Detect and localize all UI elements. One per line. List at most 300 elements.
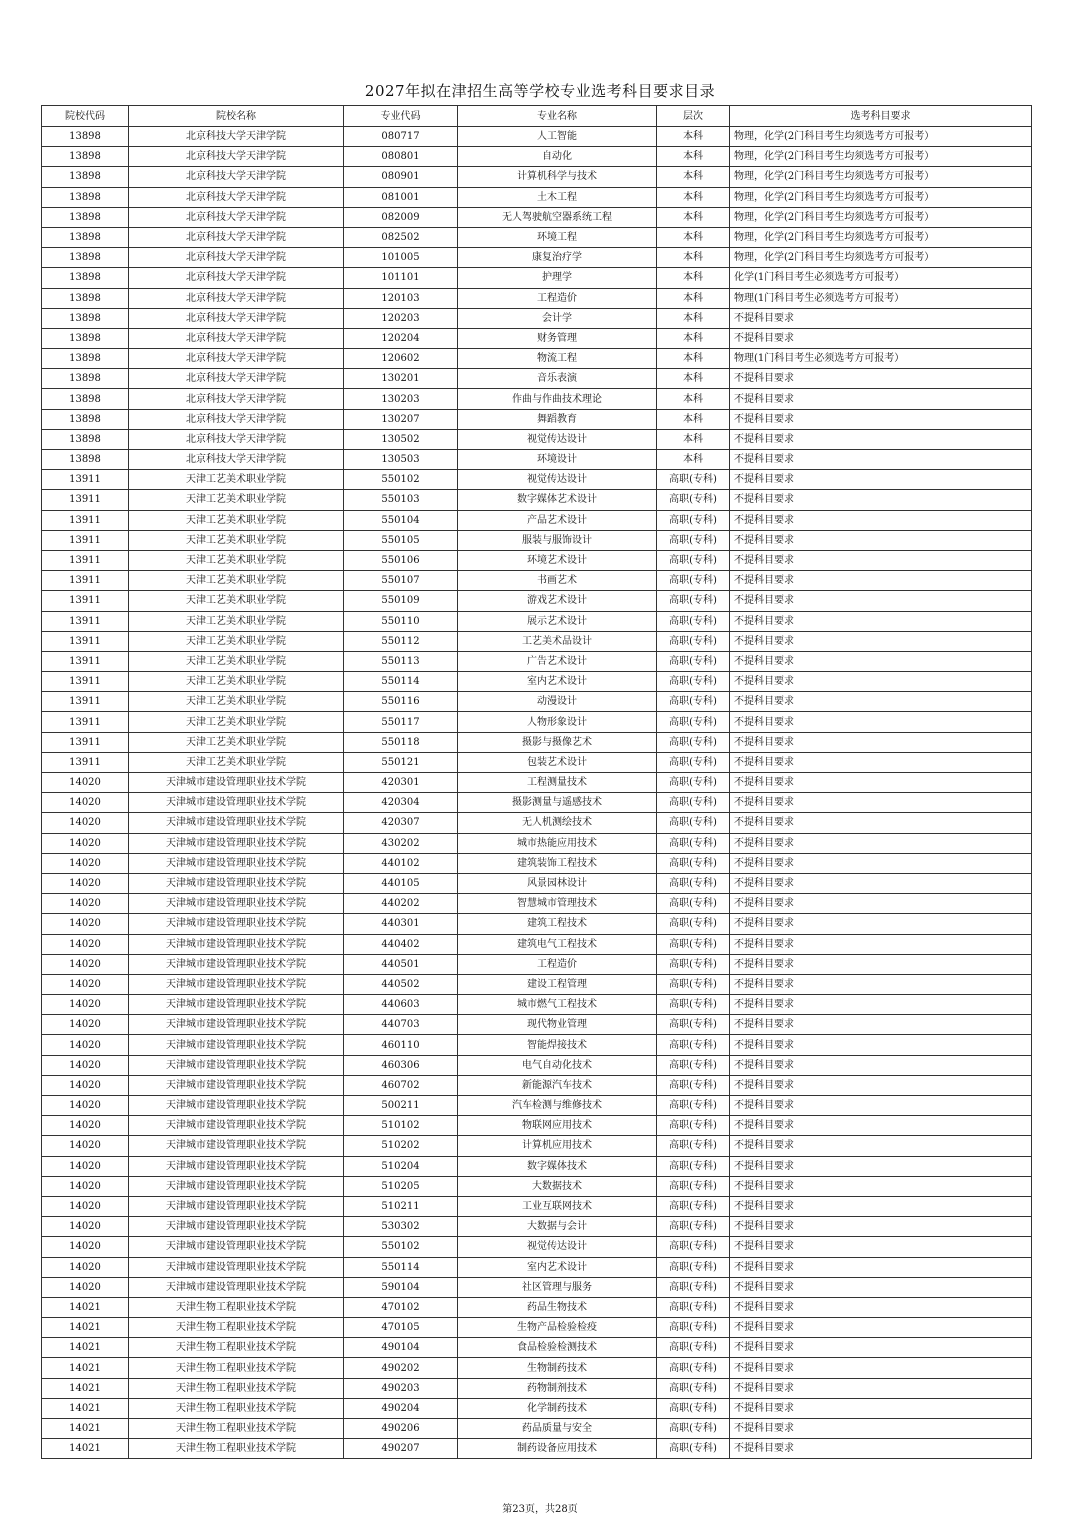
school-name-cell: 天津工艺美术职业学院 (129, 571, 344, 591)
subject-requirement-cell: 不提科目要求 (730, 470, 1032, 490)
school-name-cell: 天津城市建设管理职业技术学院 (129, 914, 344, 934)
school-code-cell: 13898 (42, 167, 129, 187)
school-name-cell: 天津城市建设管理职业技术学院 (129, 974, 344, 994)
school-name-cell: 北京科技大学天津学院 (129, 127, 344, 147)
school-code-cell: 13911 (42, 692, 129, 712)
major-name-cell: 汽车检测与维修技术 (458, 1096, 657, 1116)
level-cell: 高职(专科) (657, 974, 730, 994)
subject-requirement-cell: 不提科目要求 (730, 1217, 1032, 1237)
major-code-cell: 510204 (344, 1156, 458, 1176)
school-name-cell: 北京科技大学天津学院 (129, 450, 344, 470)
major-code-cell: 550118 (344, 732, 458, 752)
school-name-cell: 天津城市建设管理职业技术学院 (129, 1015, 344, 1035)
table-row (42, 1136, 1032, 1156)
major-code-cell: 550113 (344, 651, 458, 671)
table-row (42, 1196, 1032, 1216)
school-name-cell: 天津城市建设管理职业技术学院 (129, 1257, 344, 1277)
school-name-cell: 天津生物工程职业技术学院 (129, 1419, 344, 1439)
major-code-cell: 120103 (344, 288, 458, 308)
school-name-cell: 天津城市建设管理职业技术学院 (129, 894, 344, 914)
level-cell: 高职(专科) (657, 732, 730, 752)
school-name-cell: 天津工艺美术职业学院 (129, 611, 344, 631)
major-name-cell: 视觉传达设计 (458, 1237, 657, 1257)
major-name-cell: 视觉传达设计 (458, 470, 657, 490)
subject-requirement-cell: 物理，化学(2门科目考生均须选考方可报考） (730, 187, 1032, 207)
school-name-cell: 天津城市建设管理职业技术学院 (129, 1075, 344, 1095)
table-row (42, 207, 1032, 227)
level-cell: 高职(专科) (657, 1156, 730, 1176)
major-name-cell: 计算机应用技术 (458, 1136, 657, 1156)
level-cell: 本科 (657, 349, 730, 369)
major-name-cell: 音乐表演 (458, 369, 657, 389)
school-code-cell: 14020 (42, 853, 129, 873)
table-row (42, 591, 1032, 611)
major-code-cell: 530302 (344, 1217, 458, 1237)
level-cell: 本科 (657, 450, 730, 470)
major-code-cell: 440603 (344, 995, 458, 1015)
major-code-cell: 490104 (344, 1338, 458, 1358)
school-code-cell: 13898 (42, 429, 129, 449)
table-row (42, 1096, 1032, 1116)
subject-requirement-cell: 不提科目要求 (730, 1297, 1032, 1317)
school-code-cell: 14021 (42, 1398, 129, 1418)
school-code-cell: 13911 (42, 591, 129, 611)
major-code-cell: 130203 (344, 389, 458, 409)
level-cell: 高职(专科) (657, 813, 730, 833)
header-major-code: 专业代码 (344, 106, 458, 127)
school-name-cell: 北京科技大学天津学院 (129, 308, 344, 328)
major-code-cell: 550107 (344, 571, 458, 591)
major-name-cell: 生物产品检验检疫 (458, 1318, 657, 1338)
subject-requirement-cell: 不提科目要求 (730, 510, 1032, 530)
level-cell: 高职(专科) (657, 793, 730, 813)
major-code-cell: 510102 (344, 1116, 458, 1136)
table-row (42, 571, 1032, 591)
school-name-cell: 天津城市建设管理职业技术学院 (129, 1136, 344, 1156)
school-name-cell: 天津城市建设管理职业技术学院 (129, 833, 344, 853)
major-name-cell: 工程测量技术 (458, 773, 657, 793)
subject-requirement-cell: 不提科目要求 (730, 389, 1032, 409)
school-name-cell: 天津生物工程职业技术学院 (129, 1378, 344, 1398)
major-name-cell: 药品生物技术 (458, 1297, 657, 1317)
school-code-cell: 13911 (42, 611, 129, 631)
major-code-cell: 550110 (344, 611, 458, 631)
school-name-cell: 天津工艺美术职业学院 (129, 490, 344, 510)
major-code-cell: 550112 (344, 631, 458, 651)
level-cell: 高职(专科) (657, 470, 730, 490)
subject-requirement-cell: 不提科目要求 (730, 732, 1032, 752)
school-name-cell: 天津生物工程职业技术学院 (129, 1398, 344, 1418)
major-name-cell: 城市热能应用技术 (458, 833, 657, 853)
table-row (42, 1217, 1032, 1237)
major-name-cell: 动漫设计 (458, 692, 657, 712)
school-name-cell: 天津城市建设管理职业技术学院 (129, 1237, 344, 1257)
table-row (42, 873, 1032, 893)
subject-requirement-cell: 不提科目要求 (730, 1358, 1032, 1378)
school-code-cell: 14020 (42, 1156, 129, 1176)
school-name-cell: 天津工艺美术职业学院 (129, 672, 344, 692)
major-name-cell: 现代物业管理 (458, 1015, 657, 1035)
subject-requirement-cell: 不提科目要求 (730, 914, 1032, 934)
school-name-cell: 天津城市建设管理职业技术学院 (129, 1055, 344, 1075)
major-name-cell: 智慧城市管理技术 (458, 894, 657, 914)
school-name-cell: 天津城市建设管理职业技术学院 (129, 1116, 344, 1136)
major-name-cell: 土木工程 (458, 187, 657, 207)
major-name-cell: 物流工程 (458, 349, 657, 369)
school-code-cell: 13898 (42, 369, 129, 389)
level-cell: 高职(专科) (657, 934, 730, 954)
table-body (42, 127, 1032, 1459)
major-name-cell: 工业互联网技术 (458, 1196, 657, 1216)
school-code-cell: 14020 (42, 914, 129, 934)
table-row (42, 1439, 1032, 1459)
major-code-cell: 120204 (344, 328, 458, 348)
school-name-cell: 天津城市建设管理职业技术学院 (129, 1196, 344, 1216)
school-name-cell: 天津工艺美术职业学院 (129, 470, 344, 490)
header-school-code: 院校代码 (42, 106, 129, 127)
major-code-cell: 420307 (344, 813, 458, 833)
major-name-cell: 大数据技术 (458, 1176, 657, 1196)
major-name-cell: 社区管理与服务 (458, 1277, 657, 1297)
major-name-cell: 服装与服饰设计 (458, 530, 657, 550)
major-name-cell: 城市燃气工程技术 (458, 995, 657, 1015)
level-cell: 高职(专科) (657, 1136, 730, 1156)
subject-requirement-cell: 不提科目要求 (730, 409, 1032, 429)
school-name-cell: 天津工艺美术职业学院 (129, 651, 344, 671)
school-code-cell: 14020 (42, 954, 129, 974)
table-row (42, 308, 1032, 328)
major-code-cell: 440402 (344, 934, 458, 954)
school-code-cell: 14020 (42, 894, 129, 914)
school-name-cell: 天津工艺美术职业学院 (129, 692, 344, 712)
major-code-cell: 500211 (344, 1096, 458, 1116)
major-code-cell: 550116 (344, 692, 458, 712)
school-code-cell: 14020 (42, 1237, 129, 1257)
level-cell: 高职(专科) (657, 1015, 730, 1035)
major-name-cell: 化学制药技术 (458, 1398, 657, 1418)
table-row (42, 1277, 1032, 1297)
table-row (42, 974, 1032, 994)
level-cell: 高职(专科) (657, 1116, 730, 1136)
subject-requirement-cell: 不提科目要求 (730, 1439, 1032, 1459)
major-name-cell: 电气自动化技术 (458, 1055, 657, 1075)
table-row (42, 1257, 1032, 1277)
major-code-cell: 101101 (344, 268, 458, 288)
subject-requirement-cell: 不提科目要求 (730, 974, 1032, 994)
major-code-cell: 550121 (344, 752, 458, 772)
school-name-cell: 天津工艺美术职业学院 (129, 752, 344, 772)
major-code-cell: 130502 (344, 429, 458, 449)
major-code-cell: 120203 (344, 308, 458, 328)
school-code-cell: 13911 (42, 712, 129, 732)
major-name-cell: 展示艺术设计 (458, 611, 657, 631)
school-name-cell: 天津工艺美术职业学院 (129, 631, 344, 651)
subject-requirement-cell: 不提科目要求 (730, 1277, 1032, 1297)
major-code-cell: 550102 (344, 1237, 458, 1257)
level-cell: 高职(专科) (657, 1237, 730, 1257)
school-code-cell: 13898 (42, 127, 129, 147)
school-code-cell: 13911 (42, 550, 129, 570)
school-code-cell: 14021 (42, 1338, 129, 1358)
level-cell: 高职(专科) (657, 631, 730, 651)
major-name-cell: 药物制剂技术 (458, 1378, 657, 1398)
table-row (42, 369, 1032, 389)
major-code-cell: 510211 (344, 1196, 458, 1216)
school-code-cell: 14020 (42, 833, 129, 853)
major-name-cell: 康复治疗学 (458, 248, 657, 268)
table-row (42, 288, 1032, 308)
major-code-cell: 440502 (344, 974, 458, 994)
table-row (42, 470, 1032, 490)
table-row (42, 773, 1032, 793)
major-name-cell: 制药设备应用技术 (458, 1439, 657, 1459)
major-code-cell: 510202 (344, 1136, 458, 1156)
major-code-cell: 440301 (344, 914, 458, 934)
table-row (42, 752, 1032, 772)
school-code-cell: 13898 (42, 409, 129, 429)
school-code-cell: 13911 (42, 490, 129, 510)
subject-requirement-cell: 不提科目要求 (730, 773, 1032, 793)
level-cell: 高职(专科) (657, 1055, 730, 1075)
major-name-cell: 工程造价 (458, 954, 657, 974)
school-name-cell: 北京科技大学天津学院 (129, 328, 344, 348)
major-code-cell: 550117 (344, 712, 458, 732)
table-row (42, 995, 1032, 1015)
table-row (42, 1297, 1032, 1317)
level-cell: 高职(专科) (657, 954, 730, 974)
level-cell: 本科 (657, 127, 730, 147)
level-cell: 高职(专科) (657, 1398, 730, 1418)
table-row (42, 1338, 1032, 1358)
major-name-cell: 工程造价 (458, 288, 657, 308)
school-code-cell: 14020 (42, 1075, 129, 1095)
school-name-cell: 北京科技大学天津学院 (129, 248, 344, 268)
subject-requirement-cell: 不提科目要求 (730, 1096, 1032, 1116)
table-row (42, 510, 1032, 530)
major-code-cell: 440501 (344, 954, 458, 974)
school-name-cell: 天津城市建设管理职业技术学院 (129, 773, 344, 793)
major-code-cell: 550103 (344, 490, 458, 510)
school-name-cell: 北京科技大学天津学院 (129, 187, 344, 207)
school-code-cell: 14020 (42, 873, 129, 893)
school-code-cell: 14020 (42, 1217, 129, 1237)
school-name-cell: 天津工艺美术职业学院 (129, 510, 344, 530)
major-name-cell: 生物制药技术 (458, 1358, 657, 1378)
subject-requirement-cell: 不提科目要求 (730, 853, 1032, 873)
level-cell: 高职(专科) (657, 1439, 730, 1459)
table-row (42, 127, 1032, 147)
major-name-cell: 书画艺术 (458, 571, 657, 591)
table-row (42, 651, 1032, 671)
level-cell: 高职(专科) (657, 611, 730, 631)
level-cell: 高职(专科) (657, 1318, 730, 1338)
school-name-cell: 北京科技大学天津学院 (129, 429, 344, 449)
school-name-cell: 天津城市建设管理职业技术学院 (129, 995, 344, 1015)
level-cell: 高职(专科) (657, 1358, 730, 1378)
major-code-cell: 420301 (344, 773, 458, 793)
school-code-cell: 14020 (42, 1196, 129, 1216)
table-row (42, 1237, 1032, 1257)
school-code-cell: 13911 (42, 571, 129, 591)
level-cell: 高职(专科) (657, 1257, 730, 1277)
level-cell: 本科 (657, 409, 730, 429)
level-cell: 高职(专科) (657, 1217, 730, 1237)
school-name-cell: 天津城市建设管理职业技术学院 (129, 1277, 344, 1297)
subject-requirement-cell: 不提科目要求 (730, 1318, 1032, 1338)
table-row (42, 894, 1032, 914)
school-code-cell: 14020 (42, 1055, 129, 1075)
school-code-cell: 13898 (42, 288, 129, 308)
major-name-cell: 产品艺术设计 (458, 510, 657, 530)
major-code-cell: 440105 (344, 873, 458, 893)
school-code-cell: 14020 (42, 773, 129, 793)
subject-requirement-cell: 不提科目要求 (730, 1237, 1032, 1257)
school-name-cell: 北京科技大学天津学院 (129, 167, 344, 187)
table-row (42, 934, 1032, 954)
major-code-cell: 440202 (344, 894, 458, 914)
major-name-cell: 财务管理 (458, 328, 657, 348)
major-code-cell: 460306 (344, 1055, 458, 1075)
major-code-cell: 550102 (344, 470, 458, 490)
subject-requirement-cell: 物理，化学(2门科目考生均须选考方可报考） (730, 227, 1032, 247)
table-row (42, 147, 1032, 167)
table-row (42, 167, 1032, 187)
school-name-cell: 天津城市建设管理职业技术学院 (129, 1217, 344, 1237)
header-major-name: 专业名称 (458, 106, 657, 127)
table-row (42, 611, 1032, 631)
table-header-row (42, 106, 1032, 127)
subject-requirement-cell: 不提科目要求 (730, 934, 1032, 954)
level-cell: 高职(专科) (657, 1338, 730, 1358)
table-row (42, 1035, 1032, 1055)
subject-requirement-cell: 不提科目要求 (730, 429, 1032, 449)
table-row (42, 349, 1032, 369)
major-name-cell: 会计学 (458, 308, 657, 328)
level-cell: 高职(专科) (657, 914, 730, 934)
school-code-cell: 14021 (42, 1439, 129, 1459)
major-code-cell: 130207 (344, 409, 458, 429)
major-code-cell: 101005 (344, 248, 458, 268)
level-cell: 高职(专科) (657, 651, 730, 671)
school-name-cell: 天津生物工程职业技术学院 (129, 1338, 344, 1358)
school-name-cell: 北京科技大学天津学院 (129, 288, 344, 308)
table-row (42, 389, 1032, 409)
major-code-cell: 490203 (344, 1378, 458, 1398)
major-name-cell: 工艺美术品设计 (458, 631, 657, 651)
school-code-cell: 14021 (42, 1297, 129, 1317)
subject-requirement-cell: 不提科目要求 (730, 571, 1032, 591)
subject-requirement-cell: 化学(1门科目考生必须选考方可报考） (730, 268, 1032, 288)
school-name-cell: 天津工艺美术职业学院 (129, 732, 344, 752)
school-code-cell: 13911 (42, 651, 129, 671)
subject-requirement-cell: 物理(1门科目考生必须选考方可报考） (730, 349, 1032, 369)
subject-requirement-cell: 不提科目要求 (730, 1075, 1032, 1095)
level-cell: 高职(专科) (657, 591, 730, 611)
table-row (42, 914, 1032, 934)
major-code-cell: 470102 (344, 1297, 458, 1317)
school-code-cell: 13911 (42, 510, 129, 530)
school-name-cell: 天津城市建设管理职业技术学院 (129, 1096, 344, 1116)
school-code-cell: 13898 (42, 227, 129, 247)
table-row (42, 672, 1032, 692)
school-code-cell: 13911 (42, 752, 129, 772)
subject-requirement-cell: 不提科目要求 (730, 1176, 1032, 1196)
school-name-cell: 天津城市建设管理职业技术学院 (129, 1035, 344, 1055)
school-code-cell: 13911 (42, 672, 129, 692)
major-name-cell: 建设工程管理 (458, 974, 657, 994)
school-name-cell: 天津城市建设管理职业技术学院 (129, 1176, 344, 1196)
major-name-cell: 摄影与摄像艺术 (458, 732, 657, 752)
table-row (42, 1318, 1032, 1338)
level-cell: 本科 (657, 248, 730, 268)
table-row (42, 550, 1032, 570)
subject-requirement-cell: 不提科目要求 (730, 894, 1032, 914)
subject-requirement-cell: 不提科目要求 (730, 369, 1032, 389)
major-code-cell: 550106 (344, 550, 458, 570)
subject-requirement-cell: 不提科目要求 (730, 1419, 1032, 1439)
school-code-cell: 13898 (42, 147, 129, 167)
school-name-cell: 北京科技大学天津学院 (129, 409, 344, 429)
major-code-cell: 460110 (344, 1035, 458, 1055)
school-code-cell: 13898 (42, 308, 129, 328)
table-row (42, 853, 1032, 873)
subject-requirements-table (41, 105, 1032, 1459)
level-cell: 高职(专科) (657, 752, 730, 772)
major-name-cell: 人工智能 (458, 127, 657, 147)
major-code-cell: 550105 (344, 530, 458, 550)
table-row (42, 833, 1032, 853)
table-row (42, 1378, 1032, 1398)
level-cell: 高职(专科) (657, 873, 730, 893)
major-name-cell: 室内艺术设计 (458, 672, 657, 692)
school-name-cell: 北京科技大学天津学院 (129, 389, 344, 409)
subject-requirement-cell: 不提科目要求 (730, 1116, 1032, 1136)
level-cell: 高职(专科) (657, 1297, 730, 1317)
level-cell: 高职(专科) (657, 1277, 730, 1297)
major-name-cell: 无人机测绘技术 (458, 813, 657, 833)
level-cell: 高职(专科) (657, 510, 730, 530)
school-name-cell: 北京科技大学天津学院 (129, 369, 344, 389)
major-name-cell: 无人驾驶航空器系统工程 (458, 207, 657, 227)
table-row (42, 1055, 1032, 1075)
table-row (42, 328, 1032, 348)
major-code-cell: 460702 (344, 1075, 458, 1095)
level-cell: 高职(专科) (657, 773, 730, 793)
subject-requirement-cell: 不提科目要求 (730, 1035, 1032, 1055)
school-code-cell: 14020 (42, 974, 129, 994)
school-code-cell: 14020 (42, 1116, 129, 1136)
major-code-cell: 550104 (344, 510, 458, 530)
table-row (42, 793, 1032, 813)
major-code-cell: 490206 (344, 1419, 458, 1439)
major-code-cell: 420304 (344, 793, 458, 813)
level-cell: 本科 (657, 187, 730, 207)
level-cell: 高职(专科) (657, 1196, 730, 1216)
level-cell: 高职(专科) (657, 853, 730, 873)
subject-requirement-cell: 不提科目要求 (730, 631, 1032, 651)
table-row (42, 490, 1032, 510)
table-row (42, 1398, 1032, 1418)
school-name-cell: 天津工艺美术职业学院 (129, 530, 344, 550)
subject-requirement-cell: 物理，化学(2门科目考生均须选考方可报考） (730, 167, 1032, 187)
major-name-cell: 护理学 (458, 268, 657, 288)
table-row (42, 248, 1032, 268)
subject-requirement-cell: 不提科目要求 (730, 1136, 1032, 1156)
major-code-cell: 550109 (344, 591, 458, 611)
subject-requirement-cell: 不提科目要求 (730, 954, 1032, 974)
major-name-cell: 物联网应用技术 (458, 1116, 657, 1136)
table-row (42, 409, 1032, 429)
